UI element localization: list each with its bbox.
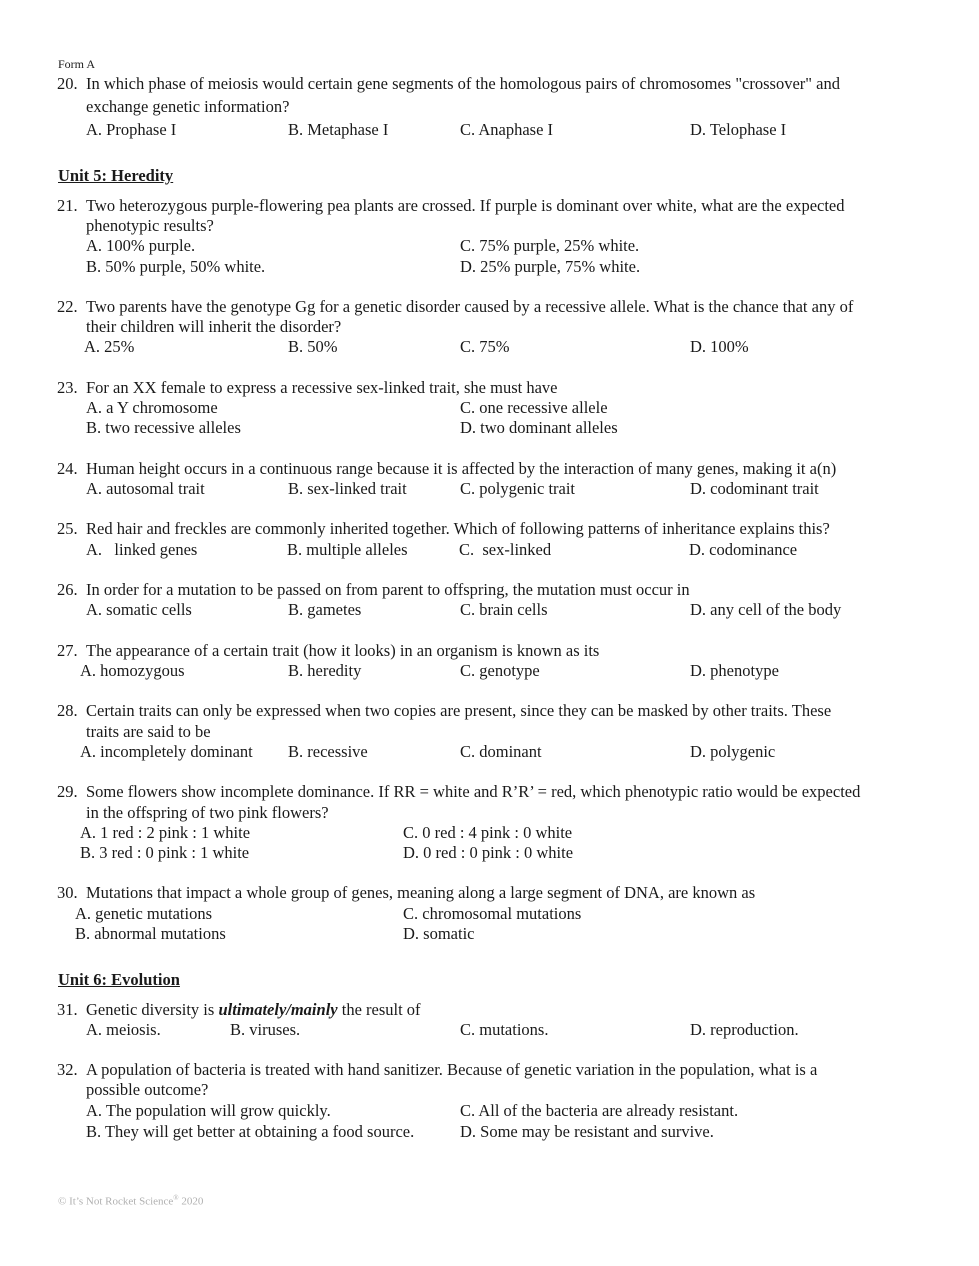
option-d: D. 100% (690, 337, 749, 356)
option-b: B. 3 red : 0 pink : 1 white (80, 843, 250, 862)
option-c: C. polygenic trait (460, 479, 576, 498)
question-text: possible outcome? (86, 1080, 209, 1099)
question-text: Certain traits can only be expressed when two copies are present, since they can be masked by other traits. These (86, 701, 832, 720)
option-b: B. recessive (288, 742, 368, 761)
question-text: In order for a mutation to be passed on from parent to offspring, the mutation must occur in (86, 580, 690, 599)
option-b: B. gametes (288, 600, 362, 619)
option-d: D. Telophase I (690, 120, 787, 139)
question-text: Human height occurs in a continuous range because it is affected by the interaction of many genes, making it a(n) (86, 459, 837, 478)
option-a: A. genetic mutations (75, 904, 213, 923)
option-c: C. chromosomal mutations (403, 904, 582, 923)
option-b: B. 50% purple, 50% white. (86, 257, 266, 276)
option-d: D. phenotype (690, 661, 779, 680)
option-c: C. sex-linked (459, 540, 552, 559)
option-d: D. 0 red : 0 pink : 0 white (403, 843, 574, 862)
registered-mark: ® (173, 1194, 179, 1202)
question-number: 32. (57, 1060, 78, 1079)
option-b: B. heredity (288, 661, 362, 680)
question-number: 28. (57, 701, 78, 720)
question-text: phenotypic results? (86, 216, 214, 235)
option-d: D. any cell of the body (690, 600, 842, 619)
option-d: D. codominance (689, 540, 798, 559)
option-c: C. dominant (460, 742, 542, 761)
option-b: B. multiple alleles (287, 540, 408, 559)
question-number: 30. (57, 883, 78, 902)
option-a: A. incompletely dominant (80, 742, 253, 761)
option-b: B. abnormal mutations (75, 924, 226, 943)
question-number: 20. (57, 74, 78, 93)
question-text: traits are said to be (86, 722, 211, 741)
option-b: B. Metaphase I (288, 120, 389, 139)
stem-pre: Genetic diversity is (86, 1000, 219, 1019)
question-number: 22. (57, 297, 78, 316)
option-a: A. 25% (84, 337, 135, 356)
question-text: The appearance of a certain trait (how it looks) in an organism is known as its (86, 641, 600, 660)
option-d: D. reproduction. (690, 1020, 799, 1039)
question-text: Some flowers show incomplete dominance. If RR = white and R’R’ = red, which phenotypic ratio would be expected (86, 782, 861, 801)
question-text (86, 1000, 421, 1020)
question-text: In which phase of meiosis would certain gene segments of the homologous pairs of chromosomes "crossover" and (86, 74, 840, 93)
option-c: C. brain cells (460, 600, 548, 619)
stem-post: the result of (337, 1000, 421, 1019)
question-text: exchange genetic information? (86, 97, 290, 116)
question-text: their children will inherit the disorder? (86, 317, 342, 336)
question-number: 21. (57, 196, 78, 215)
question-number: 31. (57, 1000, 78, 1019)
option-a: A. Prophase I (86, 120, 177, 139)
option-d: D. somatic (403, 924, 475, 943)
question-text: in the offspring of two pink flowers? (86, 803, 329, 822)
question-number: 23. (57, 378, 78, 397)
option-a: A. linked genes (86, 540, 198, 559)
question-number: 24. (57, 459, 78, 478)
option-b: B. They will get better at obtaining a food source. (86, 1122, 415, 1141)
option-c: C. genotype (460, 661, 540, 680)
question-text: Two heterozygous purple-flowering pea plants are crossed. If purple is dominant over white, what are the expected (86, 196, 845, 215)
section-heading-unit-5: Unit 5: Heredity (58, 166, 174, 185)
option-c: C. All of the bacteria are already resistant. (460, 1101, 739, 1120)
option-a: A. somatic cells (86, 600, 192, 619)
option-a: A. 100% purple. (86, 236, 196, 255)
footer-text: © It’s Not Rocket Science (58, 1195, 174, 1208)
question-number: 25. (57, 519, 78, 538)
option-c: C. mutations. (460, 1020, 549, 1039)
option-b: B. viruses. (230, 1020, 301, 1039)
question-text: Two parents have the genotype Gg for a genetic disorder caused by a recessive allele. What is the chance that any of (86, 297, 854, 316)
question-number: 27. (57, 641, 78, 660)
footer-copyright (58, 1194, 203, 1208)
option-a: A. homozygous (80, 661, 185, 680)
section-heading-unit-6: Unit 6: Evolution (58, 970, 180, 989)
question-text: For an XX female to express a recessive sex-linked trait, she must have (86, 378, 558, 397)
option-a: A. autosomal trait (86, 479, 205, 498)
question-text: Red hair and freckles are commonly inherited together. Which of following patterns of inheritance explains this? (86, 519, 830, 538)
option-a: A. a Y chromosome (86, 398, 218, 417)
option-a: A. 1 red : 2 pink : 1 white (80, 823, 251, 842)
option-b: B. 50% (288, 337, 338, 356)
option-d: D. Some may be resistant and survive. (460, 1122, 714, 1141)
option-c: C. Anaphase I (460, 120, 554, 139)
stem-emphasis: ultimately/mainly (218, 1000, 338, 1019)
question-number: 29. (57, 782, 78, 801)
question-text: Mutations that impact a whole group of genes, meaning along a large segment of DNA, are known as (86, 883, 756, 902)
option-c: C. 0 red : 4 pink : 0 white (403, 823, 573, 842)
option-d: D. two dominant alleles (460, 418, 618, 437)
option-a: A. The population will grow quickly. (86, 1101, 331, 1120)
question-text: A population of bacteria is treated with hand sanitizer. Because of genetic variation in the population, what is a (86, 1060, 818, 1079)
option-a: A. meiosis. (86, 1020, 161, 1039)
form-label: Form A (58, 57, 96, 71)
option-b: B. sex-linked trait (288, 479, 407, 498)
option-c: C. 75% purple, 25% white. (460, 236, 640, 255)
option-b: B. two recessive alleles (86, 418, 241, 437)
option-d: D. polygenic (690, 742, 776, 761)
option-c: C. one recessive allele (460, 398, 608, 417)
option-c: C. 75% (460, 337, 510, 356)
footer-year: 2020 (178, 1195, 204, 1208)
question-number: 26. (57, 580, 78, 599)
option-d: D. codominant trait (690, 479, 819, 498)
option-d: D. 25% purple, 75% white. (460, 257, 641, 276)
